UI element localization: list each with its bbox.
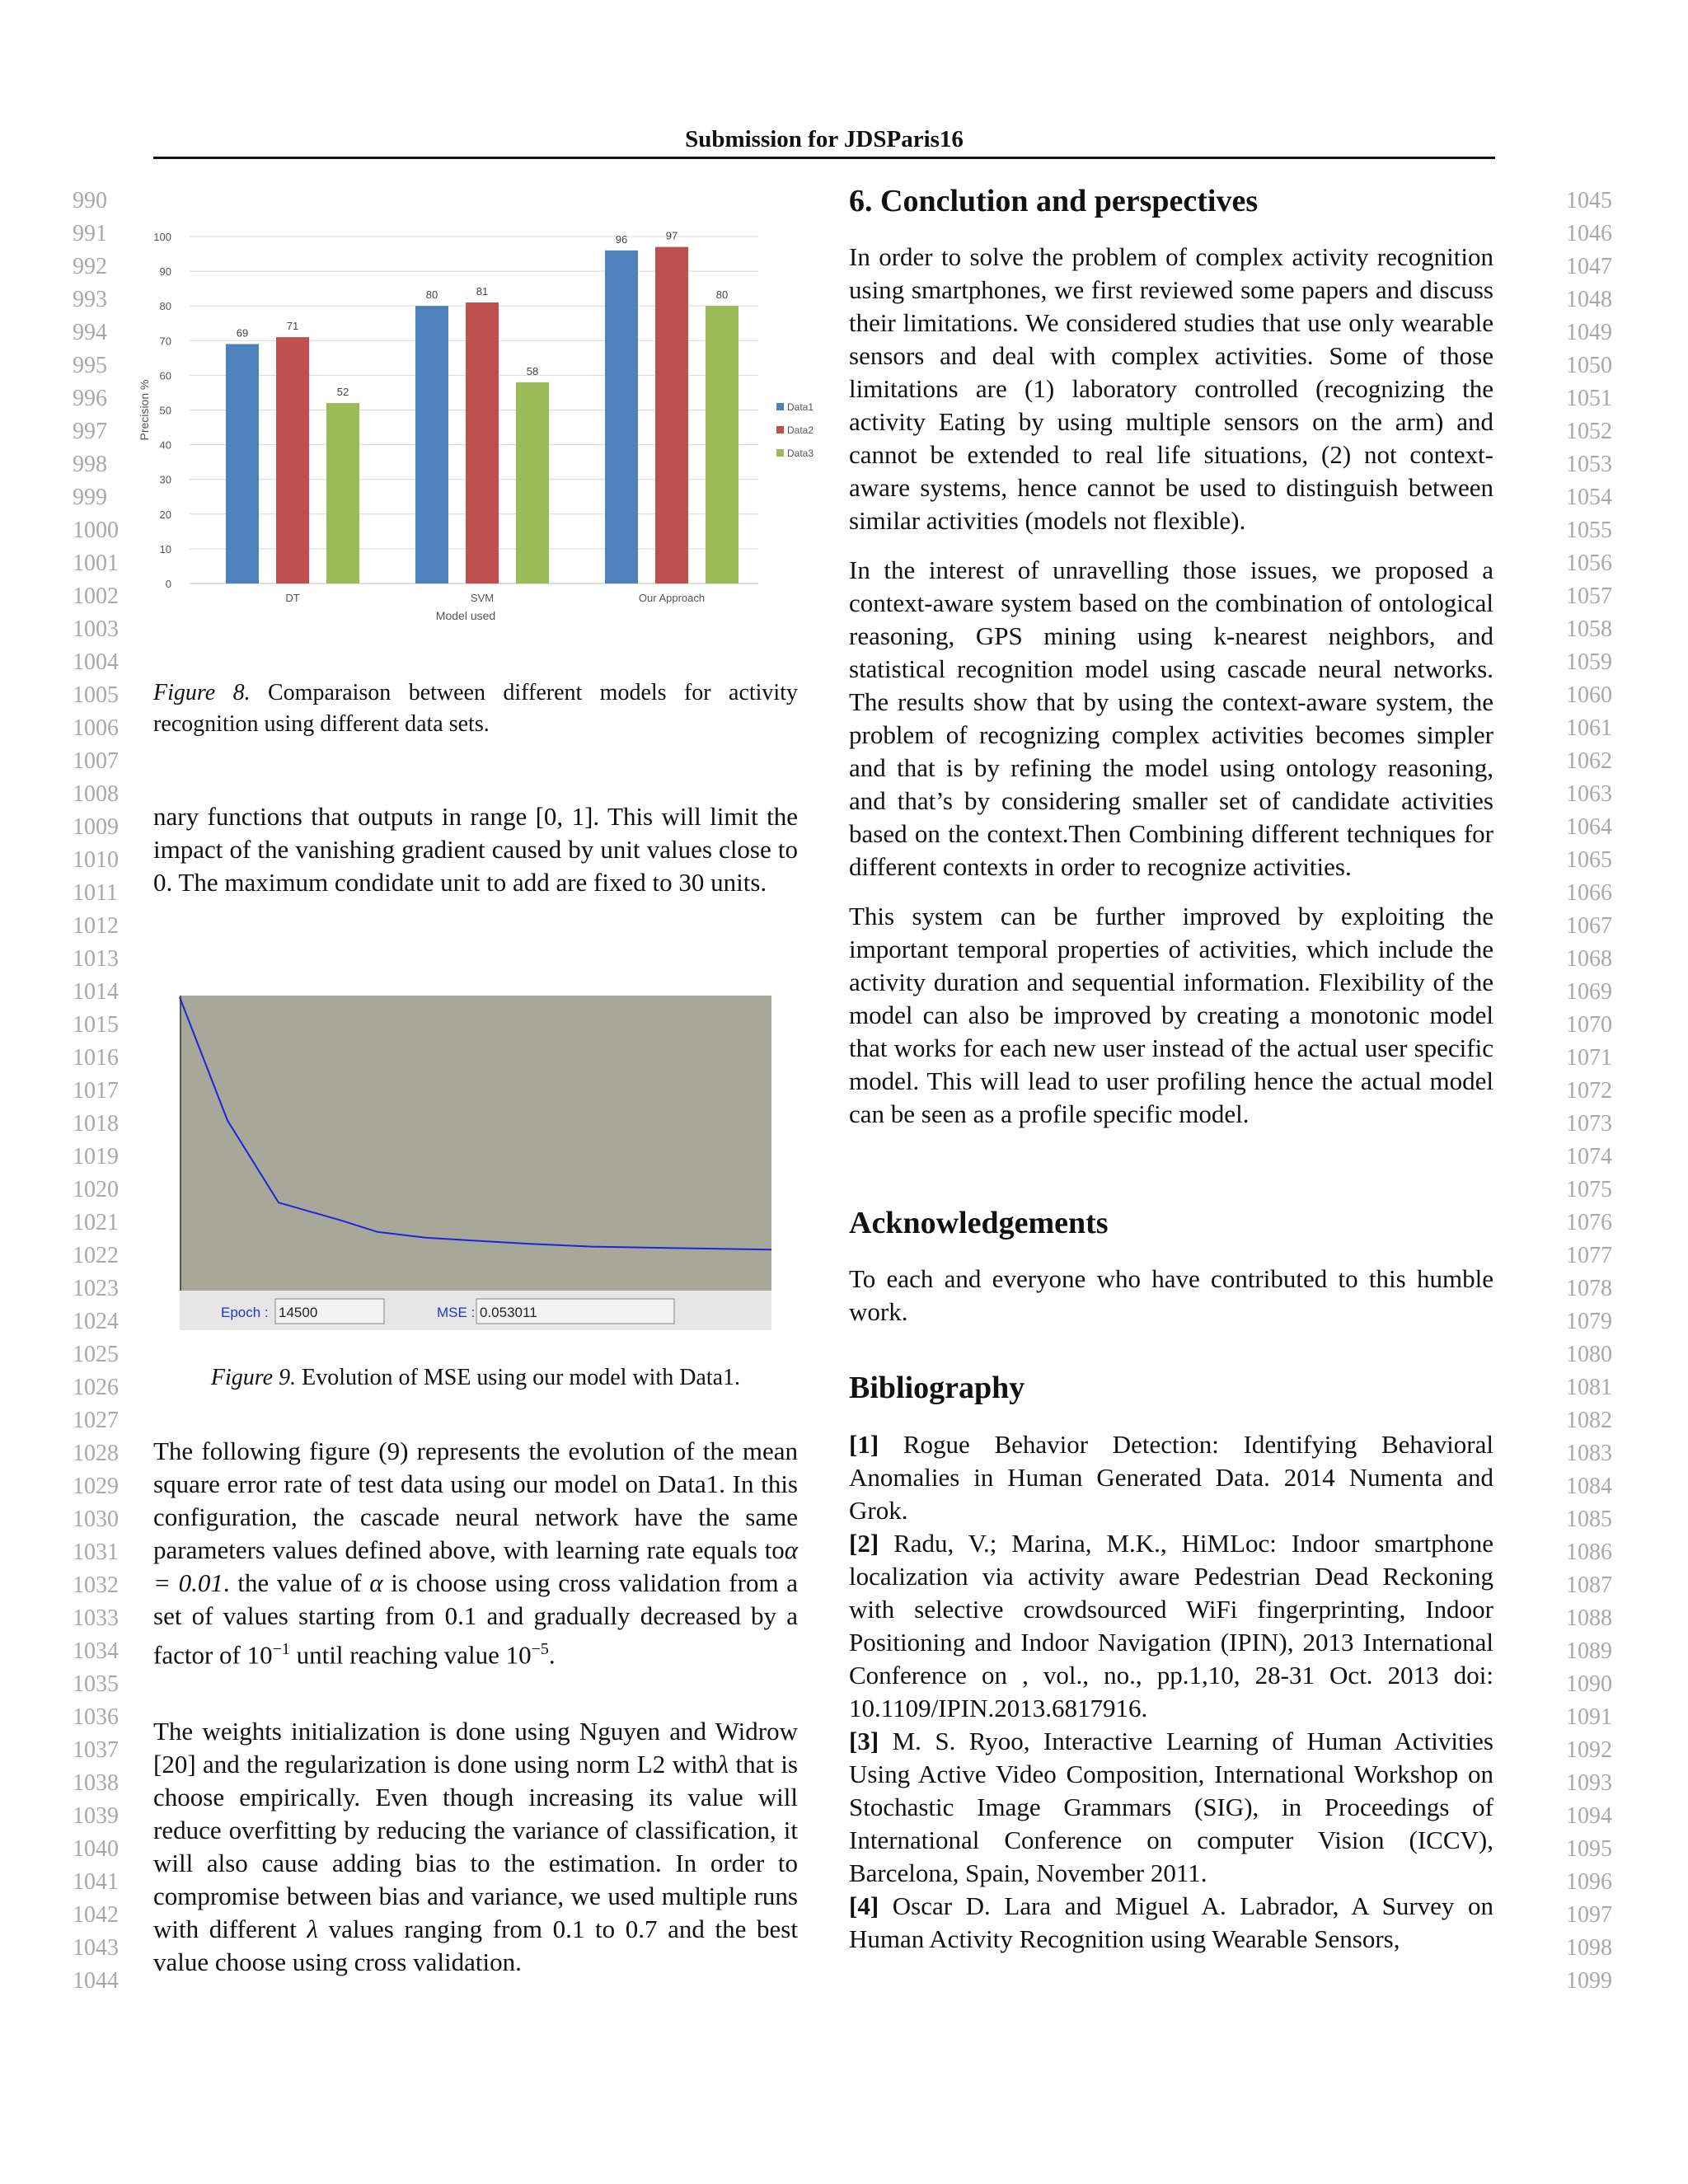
y-tick-label: 10 [159, 542, 171, 555]
line-number: 1065 [1566, 847, 1612, 873]
line-number: 1041 [73, 1869, 119, 1895]
left-paragraph-fig9 [153, 1435, 798, 1671]
line-number: 1070 [1566, 1012, 1612, 1038]
left-paragraph-continuation [153, 800, 798, 899]
line-number: 1099 [1566, 1968, 1612, 1994]
line-number: 1082 [1566, 1408, 1612, 1433]
line-number: 1055 [1566, 518, 1612, 543]
bibliography-number: [1] [849, 1430, 879, 1459]
mse-value: 0.053011 [480, 1305, 537, 1320]
bibliography-entry [849, 1725, 1493, 1890]
y-tick-label: 0 [165, 578, 171, 590]
acknowledgements-heading: Acknowledgements [849, 1206, 1109, 1240]
line-number: 1017 [73, 1078, 119, 1104]
legend-swatch [776, 426, 784, 434]
line-number: 1092 [1566, 1737, 1612, 1763]
figure-8-label: Figure 8. [153, 680, 251, 705]
legend-swatch [776, 403, 784, 410]
bar [605, 251, 638, 583]
math-lambda: λ [307, 1915, 318, 1943]
conclusion-paragraph-1: In order to solve the problem of complex activity recognition using smartphones, we first reviewed some papers and discuss their limitations. We considered studies that use only wearable sensors and deal with complex activities. Some of those limitations are (1) laboratory controlled (recognizing the activity Eating by using multiple sensors on the arm) and cannot be extended to real life situations, (2) not context-aware systems, hence cannot be used to distinguish between similar activities (models not flexible). [849, 242, 1493, 535]
line-number: 993 [73, 287, 107, 312]
bibliography-entry [849, 1428, 1493, 1527]
line-number: 991 [73, 221, 107, 246]
line-number: 992 [73, 254, 107, 279]
math-ten: 10 [246, 1640, 273, 1670]
line-number: 1038 [73, 1770, 119, 1796]
paragraph-text: values ranging from 0.1 to 0.7 and the best value choose using cross validation. [153, 1915, 798, 1976]
line-number: 1018 [73, 1111, 119, 1137]
line-number: 1011 [73, 880, 118, 906]
bibliography-heading: Bibliography [849, 1371, 1025, 1405]
line-number: 1053 [1566, 452, 1612, 477]
line-number: 1080 [1566, 1342, 1612, 1367]
line-number: 1048 [1566, 287, 1612, 312]
x-tick-label: Our Approach [638, 592, 706, 604]
line-number: 1059 [1566, 649, 1612, 675]
line-number: 998 [73, 452, 107, 477]
paragraph-text: . the value of [223, 1568, 370, 1597]
epoch-label: Epoch : [221, 1305, 269, 1320]
legend-label: Data3 [787, 448, 814, 459]
line-number: 1003 [73, 616, 119, 642]
bar [655, 247, 688, 583]
bar-data-label: 97 [665, 229, 678, 242]
y-tick-label: 70 [159, 335, 171, 348]
line-number: 1045 [1566, 188, 1612, 213]
line-number: 1097 [1566, 1902, 1612, 1928]
y-tick-label: 20 [159, 508, 171, 521]
line-number: 1094 [1566, 1803, 1612, 1829]
line-number: 1089 [1566, 1638, 1612, 1664]
line-number: 1064 [1566, 814, 1612, 840]
line-number: 1044 [73, 1968, 119, 1994]
y-tick-label: 90 [159, 265, 171, 279]
bibliography-text: Radu, V.; Marina, M.K., HiMLoc: Indoor smartphone localization via activity aware Pedestrian Dead Reckoning with selective crowdsourced WiFi fingerprinting, Indoor Positioning and Indoor Navigation (IPIN), 2013 International Conference on , vol., no., pp.1,10, 28-31 Oct. 2013 doi: 10.1109/IPIN.2013.6817916. [849, 1529, 1493, 1722]
line-number: 1093 [1566, 1770, 1612, 1796]
bibliography-text: Rogue Behavior Detection: Identifying Behavioral Anomalies in Human Generated Data. 2014 Numenta and Grok. [849, 1430, 1493, 1525]
paragraph-text: until reaching value [289, 1640, 506, 1670]
paragraph-text: The weights initialization is done using Nguyen and Widrow [20] and the regularization is done using norm L2 with [153, 1717, 798, 1779]
line-number: 1008 [73, 781, 119, 807]
bibliography-entry [849, 1527, 1493, 1725]
line-number: 1077 [1566, 1243, 1612, 1268]
line-number: 995 [73, 353, 107, 378]
bibliography-number: [2] [849, 1529, 879, 1558]
line-number: 1052 [1566, 419, 1612, 444]
math-lambda: λ [717, 1750, 729, 1779]
bar-data-label: 69 [236, 326, 249, 340]
line-number: 1030 [73, 1507, 119, 1532]
line-number: 1063 [1566, 781, 1612, 807]
line-number: 999 [73, 485, 107, 510]
line-number: 1062 [1566, 748, 1612, 774]
bibliography-text: Oscar D. Lara and Miguel A. Labrador, A Survey on Human Activity Recognition using Wearable Sensors, [849, 1891, 1493, 1953]
bar [466, 302, 499, 583]
y-tick-label: 30 [159, 473, 171, 486]
line-number: 1054 [1566, 485, 1612, 510]
line-number: 1083 [1566, 1441, 1612, 1466]
line-number: 1025 [73, 1342, 119, 1367]
paragraph-text: To each and everyone who have contributed to this humble work. [849, 1264, 1493, 1326]
line-number: 1028 [73, 1441, 119, 1466]
line-number: 996 [73, 386, 107, 411]
line-number: 1005 [73, 682, 119, 708]
figure-9-label: Figure 9. [210, 1365, 297, 1390]
line-number: 1072 [1566, 1078, 1612, 1104]
figure-9-caption [153, 1362, 798, 1394]
line-number: 1046 [1566, 221, 1612, 246]
line-number: 1006 [73, 715, 119, 741]
line-number: 1090 [1566, 1671, 1612, 1697]
bibliography-number: [4] [849, 1891, 879, 1920]
paragraph-text: nary functions that outputs in range [0, 1]. This will limit the impact of the vanishing gradient caused by unit values close to 0. The maximum condidate unit to add are fixed to 30 units. [153, 802, 798, 897]
line-number: 1032 [73, 1572, 119, 1598]
line-number: 1034 [73, 1638, 119, 1664]
bar [516, 382, 549, 583]
bar [226, 344, 259, 583]
paragraph-text: The following figure (9) represents the evolution of the mean square error rate of test data using our model on Data1. In this configuration, the cascade neural network have the same parameters values defined above, with learning rate equals to [153, 1436, 798, 1564]
bar [276, 337, 309, 583]
line-number: 1095 [1566, 1836, 1612, 1862]
status-bar [180, 1291, 771, 1330]
math-exponent: −5 [531, 1640, 549, 1658]
line-number: 1069 [1566, 979, 1612, 1005]
line-number: 1079 [1566, 1309, 1612, 1334]
line-number: 1098 [1566, 1935, 1612, 1961]
line-number: 1049 [1566, 320, 1612, 345]
line-number: 1009 [73, 814, 119, 840]
line-number: 1040 [73, 1836, 119, 1862]
line-number: 1096 [1566, 1869, 1612, 1895]
epoch-value: 14500 [279, 1305, 318, 1320]
line-number: 1016 [73, 1045, 119, 1071]
line-number: 1033 [73, 1605, 119, 1631]
bar-data-label: 58 [526, 364, 539, 377]
bar-data-label: 71 [286, 320, 299, 333]
line-number: 1019 [73, 1144, 119, 1169]
bar [326, 403, 359, 583]
bar [706, 306, 738, 583]
right-column-body [849, 241, 1493, 1131]
conclusion-paragraph-3: This system can be further improved by exploiting the important temporal properties of activities, which include the activity duration and sequential information. Flexibility of the model can also be improved by creating a monotonic model that works for each new user instead of the actual user specific model. This will lead to user profiling hence the actual model can be seen as a profile specific model. [849, 902, 1493, 1128]
line-number: 1066 [1566, 880, 1612, 906]
line-number: 1075 [1566, 1177, 1612, 1202]
line-number: 1015 [73, 1012, 119, 1038]
bar-data-label: 80 [425, 288, 438, 302]
y-tick-label: 60 [159, 369, 171, 382]
line-number: 1061 [1566, 715, 1612, 741]
line-number: 1001 [73, 551, 119, 576]
line-number: 1091 [1566, 1704, 1612, 1730]
line-number: 1026 [73, 1375, 119, 1400]
line-number: 1086 [1566, 1540, 1612, 1565]
line-number: 1084 [1566, 1474, 1612, 1499]
bar [415, 306, 448, 583]
line-number: 1023 [73, 1276, 119, 1301]
line-number: 1042 [73, 1902, 119, 1928]
math-ten: 10 [505, 1640, 532, 1670]
bar-data-label: 80 [715, 288, 729, 302]
math-exponent: −1 [272, 1640, 290, 1658]
line-number: 1010 [73, 847, 119, 873]
line-number: 1058 [1566, 616, 1612, 642]
legend-label: Data1 [787, 401, 814, 413]
y-tick-label: 50 [159, 404, 171, 417]
header-rule [153, 157, 1495, 159]
line-number: 1024 [73, 1309, 119, 1334]
line-number: 1051 [1566, 386, 1612, 411]
line-number: 1050 [1566, 353, 1612, 378]
line-number: 1085 [1566, 1507, 1612, 1532]
conclusion-paragraph-2: In the interest of unravelling those issues, we proposed a context-aware system based on the combination of ontological reasoning, GPS mining using k-nearest neighbors, and statistical recognition model using cascade neural networks. The results show that by using the context-aware system, the problem of recognizing complex activities becomes simpler and that is by refining the model using ontology reasoning, and that’s by considering smaller set of candidate activities based on the context.Then Combining different techniques for different contexts in order to recognize activities. [849, 555, 1493, 881]
y-tick-label: 100 [153, 231, 171, 243]
line-number: 1013 [73, 946, 119, 972]
figure-8-caption-text: Comparaison between different models for activity recognition using different data sets. [153, 680, 798, 737]
line-number: 1088 [1566, 1605, 1612, 1631]
line-number: 994 [73, 320, 107, 345]
bar-data-label: 52 [336, 386, 349, 399]
line-number: 1022 [73, 1243, 119, 1268]
acknowledgements-text [849, 1263, 1493, 1329]
line-number: 990 [73, 188, 107, 213]
x-tick-label: DT [285, 592, 300, 604]
line-number: 997 [73, 419, 107, 444]
plot-background [180, 996, 771, 1291]
left-paragraph-weights [153, 1715, 798, 1979]
x-tick-label: SVM [470, 592, 495, 604]
line-number: 1071 [1566, 1045, 1612, 1071]
line-number: 1068 [1566, 946, 1612, 972]
legend-swatch [776, 449, 784, 457]
figure-9-mse-plot [180, 996, 771, 1330]
paragraph-text: is choose using cross validation from a set of values starting from 0.1 and gradually decreased by a factor of [153, 1568, 799, 1670]
line-number: 1036 [73, 1704, 119, 1730]
line-number: 1014 [73, 979, 119, 1005]
y-tick-label: 40 [159, 438, 171, 452]
mse-label: MSE : [437, 1305, 476, 1320]
line-number: 1029 [73, 1474, 119, 1499]
line-number: 1021 [73, 1210, 119, 1235]
legend-label: Data2 [787, 424, 814, 436]
line-number: 1074 [1566, 1144, 1612, 1169]
line-number: 1056 [1566, 551, 1612, 576]
conclusion-heading: 6. Conclution and perspectives [849, 184, 1259, 218]
figure-9-caption-text: Evolution of MSE using our model with Data1. [302, 1365, 741, 1390]
y-tick-label: 80 [159, 300, 171, 313]
line-number: 1002 [73, 583, 119, 609]
line-number: 1078 [1566, 1276, 1612, 1301]
line-number: 1035 [73, 1671, 119, 1697]
line-number: 1039 [73, 1803, 119, 1829]
line-number: 1031 [73, 1540, 119, 1565]
math-alpha: α = 0.01 [153, 1535, 798, 1597]
line-number: 1000 [73, 518, 119, 543]
paragraph-text: . [548, 1640, 556, 1670]
line-number: 1057 [1566, 583, 1612, 609]
line-number: 1043 [73, 1935, 119, 1961]
running-header: Submission for JDSParis16 [685, 126, 964, 152]
x-axis-label: Model used [435, 609, 496, 622]
paragraph-text: that is choose empirically. Even though increasing its value will reduce overfitting by reducing the variance of classification, it will also cause adding bias to the estimation. In order to compromise between bias and variance, we used multiple runs with different [153, 1750, 798, 1943]
line-number: 1012 [73, 913, 119, 939]
line-number: 1027 [73, 1408, 119, 1433]
math-alpha: α [369, 1568, 383, 1597]
bar-data-label: 81 [476, 284, 489, 298]
line-number: 1020 [73, 1177, 119, 1202]
bibliography-list [849, 1428, 1493, 1956]
figure-8-caption [153, 677, 798, 740]
line-number: 1087 [1566, 1572, 1612, 1598]
bibliography-text: M. S. Ryoo, Interactive Learning of Human Activities Using Active Video Composition, International Workshop on Stochastic Image Grammars (SIG), in Proceedings of International Conference on computer Vision (ICCV), Barcelona, Spain, November 2011. [849, 1727, 1493, 1887]
line-number: 1073 [1566, 1111, 1612, 1137]
line-number: 1076 [1566, 1210, 1612, 1235]
line-number: 1007 [73, 748, 119, 774]
figure-8-bar-chart [132, 216, 814, 644]
line-number: 1004 [73, 649, 119, 675]
bibliography-entry [849, 1890, 1493, 1956]
line-number: 1060 [1566, 682, 1612, 708]
bar-data-label: 96 [615, 232, 628, 246]
bibliography-number: [3] [849, 1727, 879, 1755]
line-number: 1067 [1566, 913, 1612, 939]
line-number: 1081 [1566, 1375, 1612, 1400]
line-number: 1047 [1566, 254, 1612, 279]
y-axis-label: Precision % [138, 379, 151, 441]
line-number: 1037 [73, 1737, 119, 1763]
